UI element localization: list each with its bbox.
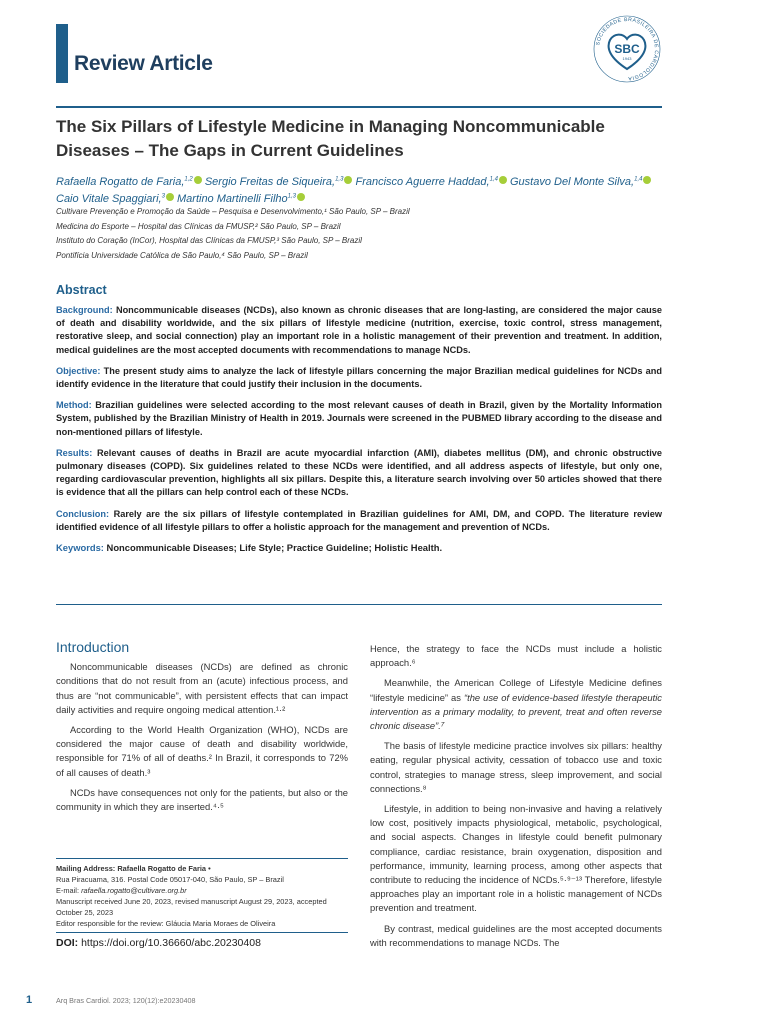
doi-box (56, 932, 348, 949)
email-line (56, 885, 348, 896)
author (355, 176, 506, 188)
author-affiliation-number: 1,4 (489, 176, 498, 182)
orcid-icon (166, 193, 174, 201)
author-name: Sergio Freitas de Siqueira, (204, 175, 336, 188)
header-rule (56, 106, 662, 108)
email-label: E-mail: (56, 886, 79, 895)
intro-right-column (370, 642, 662, 956)
paragraph: NCDs have consequences not only for the patients, but also or the community in which they are inserted.⁴·⁵ (56, 786, 348, 813)
author-affiliation-number: 1,2 (184, 176, 193, 182)
introduction-heading: Introduction (56, 639, 130, 655)
abstract-text: Noncommunicable diseases (NCDs), also known as chronic diseases that are long-lasting, are considered the major cause of death and disability worldwide, and the six pillars of lifestyle medicine (nutrition, exercise, toxic control, stress management, restorative sleep, and social connection) play an important role in a holistic management of their prevention and treatment. In addition, medical guidelines are the most accepted documents with recommendations to manage NCDs. (56, 305, 663, 355)
author-name: Gustavo Del Monte Silva, (509, 175, 635, 188)
orcid-icon (499, 176, 507, 184)
logo-text: SBC (614, 42, 640, 56)
author-name: Francisco Aguerre Haddad, (355, 175, 490, 188)
author-affiliation-number: 1,3 (335, 176, 344, 182)
abstract-heading: Abstract (56, 283, 107, 297)
abstract-text: Rarely are the six pillars of lifestyle contemplated in Brazilian guidelines for AMI, DM, and COPD. The literature review identified evidence of all lifestyle pillars to offer a holistic approach for the management and prevention of NCDs. (56, 508, 662, 532)
abstract-sections (56, 304, 662, 534)
author (56, 176, 202, 188)
abstract-label: Results: (56, 447, 93, 458)
paragraph: By contrast, medical guidelines are the most accepted documents with recommendations to manage NCDs. The (370, 922, 662, 948)
correspondence-rule (56, 858, 348, 859)
abstract-results (56, 447, 662, 500)
intro-left-paragraphs (56, 660, 348, 814)
intro-left-column (56, 640, 348, 820)
author-name: Martino Martinelli Filho (177, 192, 288, 205)
logo-ring-text: SOCIEDADE BRASILEIRA DE CARDIOLOGIA (595, 16, 660, 82)
abstract-objective (56, 365, 662, 391)
abstract-label: Objective: (56, 365, 101, 376)
abstract-conclusion (56, 508, 662, 534)
author (510, 176, 651, 188)
abstract-rule (56, 604, 662, 605)
intro-right-paragraphs (370, 739, 662, 950)
abstract-text: Relevant causes of deaths in Brazil are acute myocardial infarction (AMI), diabetes mellitus (DM), and chronic obstructive pulmonary diseases (COPD). Six guidelines related to these NCDs were identified, and all address aspects of lifestyle, but only one, regarding cardiovascular prevention, highlights all six pillars. Despite this, a literature search involving over 50 articles showed that there is evidence that all the pillars can help control each of these NCDs. (56, 447, 662, 498)
abstract-label: Conclusion: (56, 508, 110, 519)
journal-citation: Arq Bras Cardiol. 2023; 120(12):e20230408 (56, 996, 196, 1005)
keywords-label: Keywords: (56, 542, 104, 554)
author (56, 193, 174, 205)
email-link[interactable]: rafaella.rogatto@cultivare.org.br (81, 886, 187, 895)
affiliation: Cultivare Prevenção e Promoção da Saúde – Pesquisa e Desenvolvimento,¹ São Paulo, SP – Brazil (56, 207, 410, 216)
page-number: 1 (26, 994, 33, 1006)
affiliation-list (56, 205, 662, 263)
affiliation: Instituto do Coração (InCor), Hospital das Clínicas da FMUSP,³ São Paulo, SP – Brazil (56, 236, 362, 245)
affiliation: Pontifícia Universidade Católica de São Paulo,⁴ São Paulo, SP – Brazil (56, 250, 308, 260)
editor-line: Editor responsible for the review: Gláucia Maria Moraes de Oliveira (56, 919, 276, 928)
author (205, 176, 353, 188)
author-affiliation-number: 1,3 (287, 193, 296, 200)
author-list (56, 172, 662, 206)
logo-year: 1943 (622, 56, 632, 61)
abstract-method (56, 399, 662, 439)
article-title: The Six Pillars of Lifestyle Medicine in Managing Noncommunicable Diseases – The Gaps in Current Guidelines (56, 117, 605, 160)
mailing-address-heading: Mailing Address: Rafaella Rogatto de Faria • (56, 864, 211, 873)
correspondence-box (56, 858, 348, 929)
abstract-text: Brazilian guidelines were selected according to the most relevant causes of death in Brazil, given by the Mortality Information System, published by the Brazilian Ministry of Health in 2019. Journals were screened in the PUBMED library according to the disease and non-mentioned pillars of lifestyle. (56, 400, 662, 437)
author-affiliation-number: 1,4 (634, 176, 643, 182)
section-type-label: Review Article (74, 52, 213, 75)
paragraph: According to the World Health Organization (WHO), NCDs are considered the major cause of death and disability worldwide, responsible for 71% of all of deaths.² In Brazil, it corresponds to 72% of all causes of death.³ (56, 724, 348, 778)
orcid-icon (297, 193, 305, 201)
paragraph (370, 676, 662, 733)
author-affiliation-number: 3 (161, 193, 165, 200)
abstract (56, 283, 662, 553)
paragraph: The basis of lifestyle medicine practice involves six pillars: healthy eating, regular physical activity, cessation of tobacco use and toxic control, strategies to manage stress, sleep improvement, and social connections.⁸ (370, 740, 662, 794)
header-accent-bar (56, 24, 68, 83)
sbc-logo (592, 14, 662, 84)
paragraph: Noncommunicable diseases (NCDs) are defined as chronic conditions that do not result from an (acute) infectious process, and thus are “not communicable”, with persistent effects that can impact daily activities and require ongoing medical attention.¹·² (56, 661, 348, 715)
affiliation: Medicina do Esporte – Hospital das Clínicas da FMUSP,² São Paulo, SP – Brazil (56, 221, 341, 231)
acplm-quote: “the use of evidence-based lifestyle therapeutic intervention as a primary modality, to prevent, treat and often reverse chronic disease”.⁷ (370, 691, 662, 732)
mailing-address: Rua Piracuama, 316. Postal Code 05017-040, São Paulo, SP – Brazil (56, 875, 284, 884)
manuscript-dates: Manuscript received June 20, 2023, revised manuscript August 29, 2023, accepted October 25, 2023 (56, 897, 327, 917)
abstract-label: Background: (56, 305, 113, 315)
paragraph: Lifestyle, in addition to being non-invasive and having a relatively low cost, positively impacts physiological, metabolic, psychological, and social aspects. Changes in lifestyle could benefit pulmonary compliance, cardiac resistance, brain oxygenation, disposition and performance, immunity, learning process, among other aspects that contribute to reducing the incidence of NCDs.⁵·⁹⁻¹³ Therefore, lifestyle approaches play an important role in a holistic management of NCDs prevention and treatment. (370, 803, 662, 914)
doi-link[interactable]: https://doi.org/10.36660/abc.20230408 (81, 937, 261, 949)
keywords (56, 542, 662, 553)
acplm-text: Meanwhile, the American College of Lifestyle Medicine defines “lifestyle medicine” as (370, 677, 662, 703)
abstract-label: Method: (56, 400, 92, 411)
abstract-background (56, 304, 662, 357)
orcid-icon (194, 176, 202, 184)
author (177, 193, 305, 205)
doi-label: DOI: (56, 937, 79, 949)
orcid-icon (643, 176, 651, 184)
abstract-text: The present study aims to analyze the lack of lifestyle pillars concerning the major Brazilian medical guidelines for NCDs and identify evidence in the literature that could justify their inclusion in the documents. (56, 365, 662, 390)
keywords-text: Noncommunicable Diseases; Life Style; Practice Guideline; Holistic Health. (106, 542, 443, 554)
paragraph: Hence, the strategy to face the NCDs must include a holistic approach.⁶ (370, 643, 662, 669)
orcid-icon (344, 176, 352, 184)
author-name: Caio Vitale Spaggiari, (56, 192, 162, 205)
author-name: Rafaella Rogatto de Faria, (56, 175, 185, 188)
